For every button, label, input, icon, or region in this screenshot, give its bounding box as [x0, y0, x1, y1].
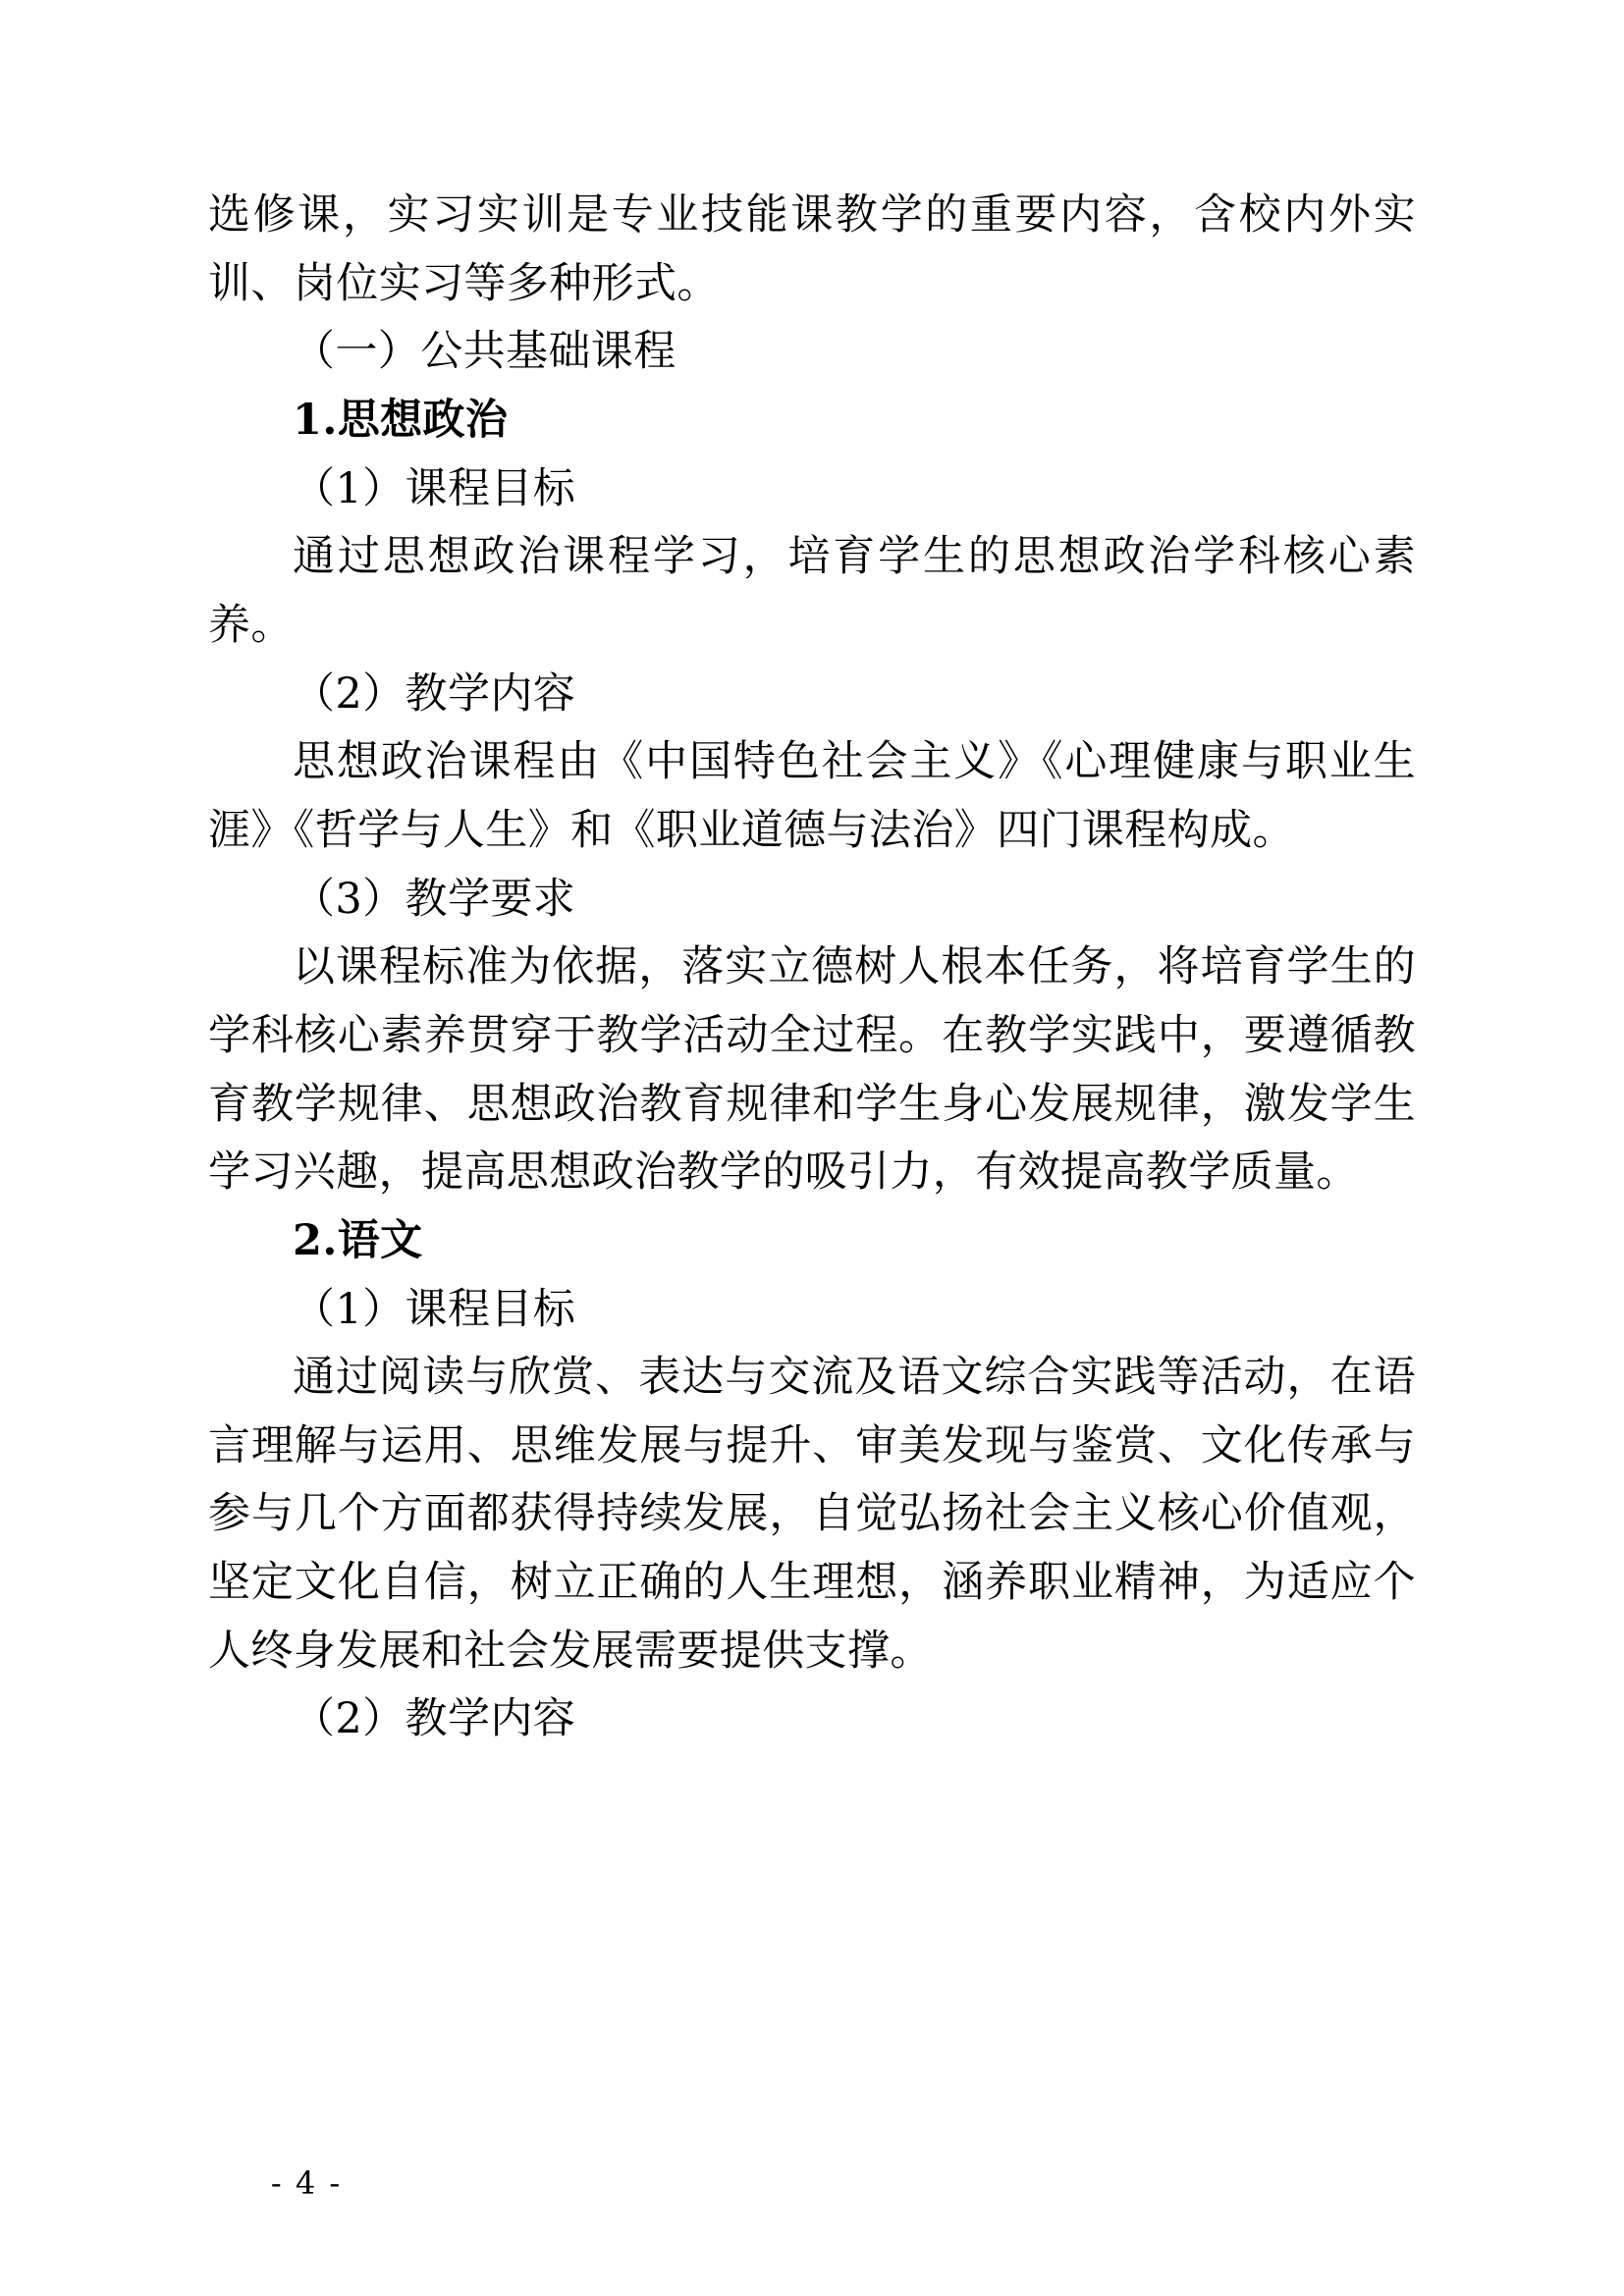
paragraph-teaching-requirements-1-body: 以课程标准为依据，落实立德树人根本任务，将培育学生的学科核心素养贯穿于教学活动全过程。在教学实践中，要遵循教育教学规律、思想政治教育规律和学生身心发展规律，激发学生学习兴趣，提高思想政治教学的吸引力，有效提高教学质量。	[208, 942, 1416, 1198]
page-number: - 4 -	[270, 2164, 343, 2202]
heading-chinese-language: 2.语文	[293, 1215, 423, 1265]
paragraph-teaching-content-1-body: 思想政治课程由《中国特色社会主义》《心理健康与职业生涯》《哲学与人生》和《职业道德与法治》四门课程构成。	[208, 737, 1416, 855]
paragraph-section-public-basic-courses: （一）公共基础课程	[293, 327, 677, 377]
subheading-teaching-requirements-1: （3）教学要求	[293, 874, 576, 924]
heading-ideological-politics: 1.思想政治	[293, 395, 509, 445]
paragraph-course-objective-1-body: 通过思想政治课程学习，培育学生的思想政治学科核心素养。	[208, 532, 1416, 650]
subheading-teaching-content-2: （2）教学内容	[293, 1694, 576, 1744]
paragraph-intro: 选修课，实习实训是专业技能课教学的重要内容，含校内外实训、岗位实习等多种形式。	[208, 190, 1416, 308]
subheading-teaching-content-1: （2）教学内容	[293, 668, 576, 719]
page-footer	[0, 2164, 1624, 2202]
subheading-course-objective-2: （1）课程目标	[293, 1284, 576, 1334]
paragraph-course-objective-2-body: 通过阅读与欣赏、表达与交流及语文综合实践等活动，在语言理解与运用、思维发展与提升、审美发现与鉴赏、文化传承与参与几个方面都获得持续发展，自觉弘扬社会主义核心价值观，坚定文化自信，树立正确的人生理想，涵养职业精神，为适应个人终身发展和社会发展需要提供支撑。	[208, 1353, 1416, 1676]
subheading-course-objective-1: （1）课程目标	[293, 463, 576, 513]
page-body	[208, 182, 1416, 1754]
